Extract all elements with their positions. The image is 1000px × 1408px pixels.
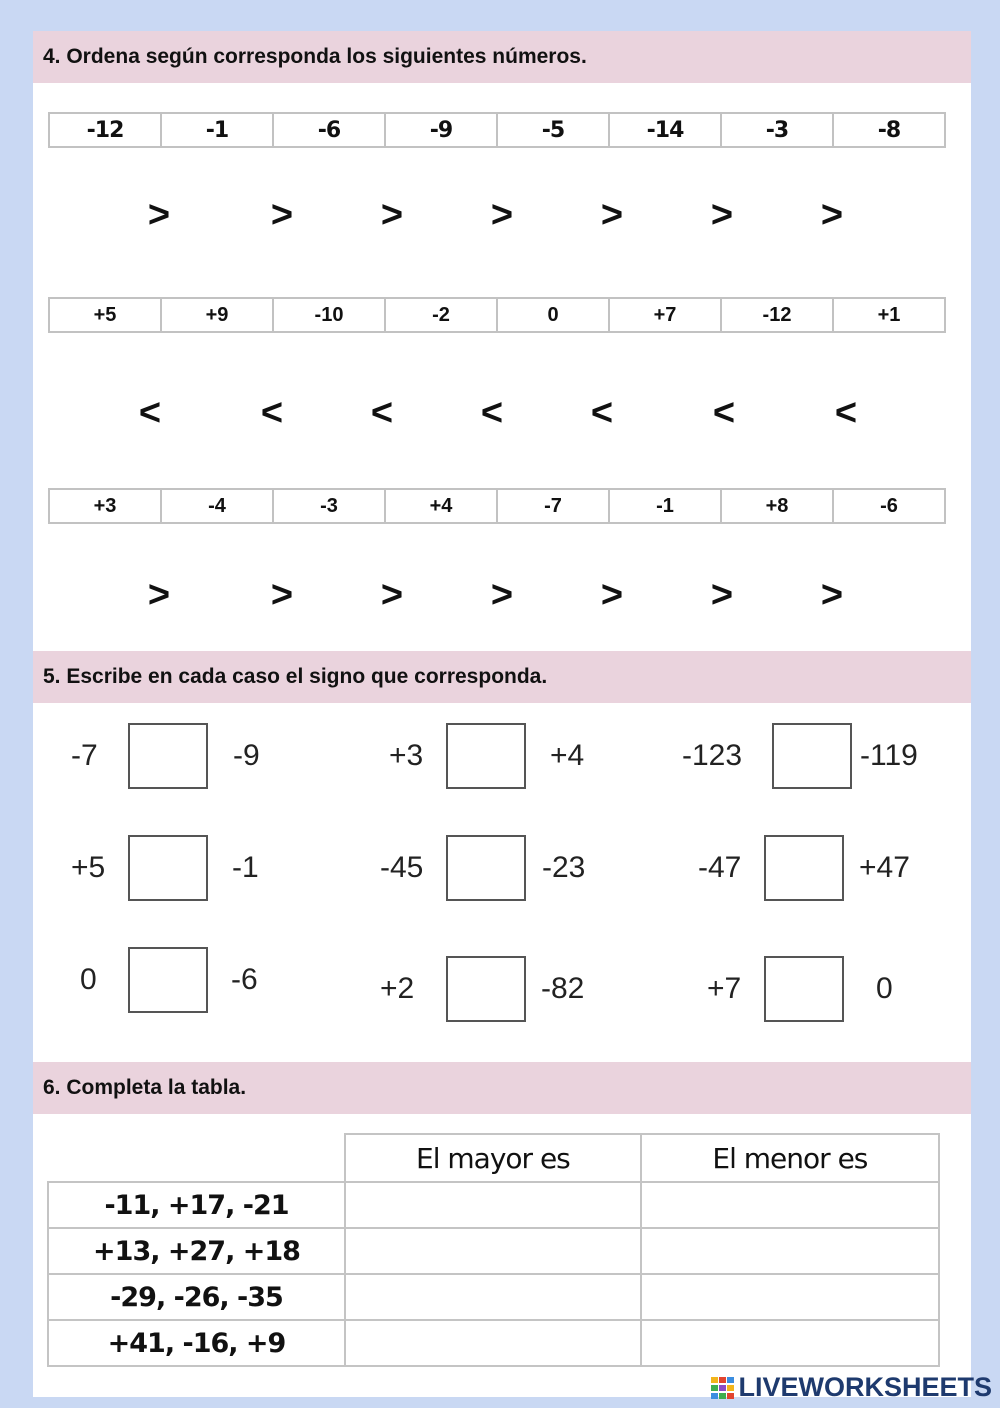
left-number: 0 (80, 963, 97, 996)
number-cell: -7 (498, 490, 610, 522)
right-number: +4 (550, 739, 585, 772)
number-cell: +8 (722, 490, 834, 522)
left-number: -7 (71, 739, 98, 772)
number-row-2 (48, 297, 946, 333)
comparison-pair (71, 835, 311, 901)
greater-than-sign: > (820, 194, 844, 236)
comparison-pair (707, 956, 927, 1022)
left-number: -45 (380, 851, 424, 884)
sign-answer-box[interactable] (128, 723, 208, 789)
left-number: +3 (389, 739, 424, 772)
number-cell: +4 (386, 490, 498, 522)
comparison-pair (389, 723, 629, 789)
sign-row-1 (33, 190, 971, 240)
number-cell: -2 (386, 299, 498, 331)
right-number: +47 (859, 851, 910, 884)
sign-answer-box[interactable] (446, 835, 526, 901)
empty-header-cell (48, 1134, 345, 1182)
table-row (48, 1320, 939, 1366)
worksheet (33, 31, 971, 1397)
left-number: -123 (682, 739, 743, 772)
comparison-pair (80, 947, 310, 1013)
right-number: -23 (542, 851, 586, 884)
less-than-sign: < (138, 392, 162, 434)
greatest-answer-cell[interactable] (345, 1320, 641, 1366)
number-set: +13, +27, +18 (48, 1228, 345, 1274)
number-cell: -9 (386, 114, 498, 146)
greater-than-sign: > (147, 574, 171, 616)
left-number: +2 (380, 972, 415, 1005)
sign-answer-box[interactable] (764, 956, 844, 1022)
sign-answer-box[interactable] (764, 835, 844, 901)
number-cell: -4 (162, 490, 274, 522)
number-cell: -3 (274, 490, 386, 522)
number-cell: -8 (877, 117, 901, 143)
table-row (48, 1182, 939, 1228)
number-cell: -12 (50, 114, 162, 146)
number-cell: -12 (722, 299, 834, 331)
sign-answer-box[interactable] (772, 723, 852, 789)
right-number: -6 (231, 963, 258, 996)
number-cell: -14 (610, 114, 722, 146)
number-cell: +9 (162, 299, 274, 331)
number-cell: +3 (50, 490, 162, 522)
greater-than-sign: > (490, 194, 514, 236)
number-row-3 (48, 488, 946, 524)
sign-answer-box[interactable] (446, 723, 526, 789)
greatest-answer-cell[interactable] (345, 1274, 641, 1320)
right-number: -9 (233, 739, 260, 772)
sign-answer-box[interactable] (446, 956, 526, 1022)
comparison-table (47, 1133, 940, 1367)
brand-name: LIVEWORKSHEETS (738, 1372, 992, 1402)
greatest-answer-cell[interactable] (345, 1182, 641, 1228)
less-than-sign: < (590, 392, 614, 434)
less-than-sign: < (834, 392, 858, 434)
number-cell: -10 (274, 299, 386, 331)
greater-than-sign: > (270, 574, 294, 616)
sign-row-3 (33, 570, 971, 620)
number-cell: +7 (610, 299, 722, 331)
less-than-sign: < (370, 392, 394, 434)
greater-than-sign: > (710, 194, 734, 236)
column-header-least: El menor es (641, 1134, 939, 1182)
number-set: -11, +17, -21 (48, 1182, 345, 1228)
number-cell: -3 (722, 114, 834, 146)
number-cell: +1 (877, 303, 901, 326)
section-4-title: 4. Ordena según corresponda los siguientes números. (33, 31, 971, 83)
number-set: +41, -16, +9 (48, 1320, 345, 1366)
number-set: -29, -26, -35 (48, 1274, 345, 1320)
right-number: -119 (860, 739, 918, 772)
section-5-title: 5. Escribe en cada caso el signo que corresponda. (33, 651, 971, 703)
greater-than-sign: > (820, 574, 844, 616)
least-answer-cell[interactable] (641, 1274, 939, 1320)
greater-than-sign: > (600, 574, 624, 616)
sign-answer-box[interactable] (128, 835, 208, 901)
number-cell: -5 (498, 114, 610, 146)
table-row (48, 1228, 939, 1274)
number-cell: -1 (610, 490, 722, 522)
greater-than-sign: > (147, 194, 171, 236)
number-cell: 0 (498, 299, 610, 331)
least-answer-cell[interactable] (641, 1182, 939, 1228)
number-cell: -1 (162, 114, 274, 146)
number-row-1 (48, 112, 946, 148)
liveworksheets-logo-icon (711, 1377, 735, 1399)
number-cell: -6 (274, 114, 386, 146)
comparison-pair (698, 835, 958, 901)
comparison-pair (380, 956, 630, 1022)
greater-than-sign: > (600, 194, 624, 236)
greater-than-sign: > (380, 194, 404, 236)
table-row (48, 1274, 939, 1320)
comparison-pair (682, 723, 962, 789)
sign-row-2 (33, 388, 971, 438)
less-than-sign: < (712, 392, 736, 434)
sign-answer-box[interactable] (128, 947, 208, 1013)
greater-than-sign: > (490, 574, 514, 616)
comparison-pair (380, 835, 630, 901)
number-cell: +5 (50, 299, 162, 331)
greater-than-sign: > (380, 574, 404, 616)
column-header-greatest: El mayor es (345, 1134, 641, 1182)
number-cell: -6 (880, 494, 898, 517)
comparison-pair (71, 723, 311, 789)
least-answer-cell[interactable] (641, 1228, 939, 1274)
greater-than-sign: > (710, 574, 734, 616)
liveworksheets-brand[interactable] (711, 1372, 992, 1403)
least-answer-cell[interactable] (641, 1320, 939, 1366)
right-number: -82 (541, 972, 585, 1005)
section-6-title: 6. Completa la tabla. (33, 1062, 971, 1114)
less-than-sign: < (480, 392, 504, 434)
left-number: +7 (707, 972, 742, 1005)
left-number: -47 (698, 851, 742, 884)
greatest-answer-cell[interactable] (345, 1228, 641, 1274)
greater-than-sign: > (270, 194, 294, 236)
right-number: -1 (232, 851, 259, 884)
left-number: +5 (71, 851, 106, 884)
less-than-sign: < (260, 392, 284, 434)
right-number: 0 (876, 972, 893, 1005)
